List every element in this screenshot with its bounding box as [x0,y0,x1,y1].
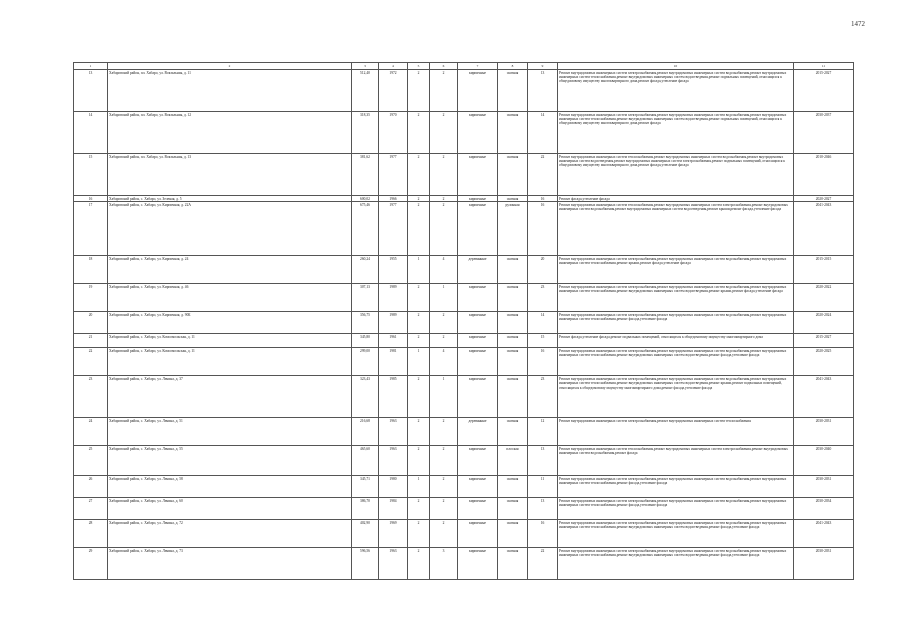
column-5-cell: 2 [408,498,430,520]
row-number-cell: 28 [74,520,108,548]
roof-type-cell: скатная [498,256,528,284]
row-number-cell: 19 [74,284,108,312]
area-cell: 600,02 [352,196,379,202]
table-body [74,70,854,580]
address-cell: Хабаровский район, с. Хабаро, ул. Кирпичная, д. 90Б [108,312,352,334]
address-cell: Хабаровский район, пл. Хабаро, ул. Вокзальная, д. 13 [108,154,352,196]
column-6-cell: 2 [430,312,458,334]
roof-type-cell: скатная [498,112,528,154]
area-cell: 386,70 [352,498,379,520]
repair-period-cell: 2041-2043 [794,202,854,256]
column-number-header: 8 [498,63,528,70]
year-cell: 1963 [379,446,408,476]
address-cell: Хабаровский район, с. Хабаро, ул. Комсомольская, д. 11 [108,348,352,376]
area-cell: 323,43 [352,376,379,418]
repair-period-cell: 2020-2022 [794,284,854,312]
row-number-cell: 17 [74,202,108,256]
roof-type-cell: скатная [498,312,528,334]
roof-type-cell: скатная [498,520,528,548]
wall-material-cell: кирпичные [458,70,498,112]
address-cell: Хабаровский район, с. Хабаро, ул. Ленина, д. 58 [108,476,352,498]
repair-works-cell: Ремонт внутридомовых инженерных систем электроснабжения,ремонт внутридомовых инженерных систем водоснабжения,ремонт внутридомовых инженерных систем теплоснабжения,ремонт внутридомовых инженерных систем водоотведения,ремонт фасада,утепление фасада [558,548,794,580]
roof-type-cell: скатная [498,196,528,202]
column-number-header: 10 [558,63,794,70]
roof-type-cell: скатная [498,284,528,312]
address-cell: Хабаровский район, пл. Хабаро, ул. Вокзальная, д. 12 [108,112,352,154]
table-row [74,418,854,446]
row-number-cell: 21 [74,334,108,348]
wall-material-cell: кирпичные [458,112,498,154]
column-5-cell: 2 [408,112,430,154]
address-cell: Хабаровский район, с. Хабаро, ул. Кирпичная, д. 46 [108,284,352,312]
column-number-header: 7 [458,63,498,70]
repair-period-cell: 2030-2031 [794,548,854,580]
column-number-header: 6 [430,63,458,70]
year-cell: 1969 [379,520,408,548]
repair-period-cell: 2030-2031 [794,418,854,446]
repair-works-cell: Ремонт внутридомовых инженерных систем электроснабжения,ремонт внутридомовых инженерных систем водоснабжения,ремонт внутридомовых инженерных систем теплоснабжения,ремонт фасада,утепление фасада [558,476,794,498]
table-row [74,312,854,334]
roof-type-cell: скатная [498,334,528,348]
repair-works-cell: Ремонт внутридомовых инженерных систем теплоснабжения,ремонт внутридомовых инженерных систем водоснабжения,ремонт внутридомовых инженерных систем водоотведения,ремонт внутридомовых инженерных систем электроснабжения,ремонт подвальных помещений, относящихся к общедомовому имуществу многоквартирного дома,ремонт фасада,утепление фасада [558,154,794,196]
year-cell: 1966 [379,196,408,202]
wall-material-cell: кирпичные [458,548,498,580]
year-cell: 1989 [379,312,408,334]
column-6-cell: 2 [430,202,458,256]
wall-material-cell: кирпичные [458,202,498,256]
repair-period-cell: 2020-2025 [794,348,854,376]
repair-works-cell: Ремонт внутридомовых инженерных систем электроснабжения,ремонт внутридомовых инженерных систем водоснабжения,ремонт внутридомовых инженерных систем теплоснабжения,ремонт крыши,ремонт фасада,утепление фасада [558,256,794,284]
column-9-cell: 16 [528,196,558,202]
column-9-cell: 16 [528,520,558,548]
row-number-cell: 20 [74,312,108,334]
address-cell: Хабаровский район, с. Хабаро, ул. Кирпичная, д. 24 [108,256,352,284]
roof-type-cell: плоская [498,446,528,476]
column-6-cell: 2 [430,334,458,348]
year-cell: 1972 [379,70,408,112]
column-5-cell: 2 [408,284,430,312]
wall-material-cell: кирпичные [458,376,498,418]
repair-works-cell: Ремонт внутридомовых инженерных систем электроснабжения,ремонт внутридомовых инженерных систем водоснабжения,ремонт внутридомовых инженерных систем теплоснабжения,ремонт внутридомовых инженерных систем водоотведения,ремонт фасада,утепление фасада [558,520,794,548]
row-number-cell: 16 [74,196,108,202]
column-9-cell: 15 [528,334,558,348]
area-cell: 381,62 [352,154,379,196]
page-number: 1472 [851,20,865,28]
column-9-cell: 16 [528,348,558,376]
wall-material-cell: кирпичные [458,334,498,348]
wall-material-cell: кирпичные [458,348,498,376]
column-5-cell: 2 [408,520,430,548]
repair-period-cell: 2030-2040 [794,446,854,476]
column-9-cell: 13 [528,498,558,520]
repair-works-cell: Ремонт внутридомовых инженерных систем электроснабжения,ремонт внутридомовых инженерных систем водоснабжения,ремонт внутридомовых инженерных систем теплоснабжения,ремонт внутридомовых инженерных систем водоотведения,ремонт подвальных помещений, относящихся к общедомовому имуществу многоквартирного дома,ремонт фасада [558,112,794,154]
address-cell: Хабаровский район, с. Хабаро, ул. Ленина, д. 37 [108,376,352,418]
column-6-cell: 4 [430,348,458,376]
year-cell: 1980 [379,476,408,498]
repair-period-cell: 2030-2031 [794,476,854,498]
table-row [74,498,854,520]
column-number-header: 9 [528,63,558,70]
table-row [74,334,854,348]
year-cell: 1955 [379,256,408,284]
year-cell: 1970 [379,112,408,154]
column-5-cell: 2 [408,202,430,256]
column-5-cell: 1 [408,348,430,376]
area-cell: 465,60 [352,446,379,476]
repair-works-cell: Ремонт фасада,утепление фасада,ремонт подвальных помещений, относящихся к общедомовому имуществу многоквартирного дома [558,334,794,348]
address-cell: Хабаровский район, с. Хабаро, ул. Ленина, д. 72 [108,520,352,548]
column-6-cell: 2 [430,476,458,498]
column-9-cell: 12 [528,418,558,446]
address-cell: Хабаровский район, с. Хабаро, ул. Ленина, д. 51 [108,418,352,446]
repair-period-cell: 2015-2015 [794,256,854,284]
table-row [74,520,854,548]
row-number-cell: 25 [74,446,108,476]
year-cell: 1963 [379,418,408,446]
column-9-cell: 23 [528,284,558,312]
year-cell: 1963 [379,548,408,580]
column-6-cell: 1 [430,284,458,312]
column-numbers-row [74,63,854,70]
area-cell: 216,68 [352,418,379,446]
table-row [74,154,854,196]
address-cell: Хабаровский район, с. Хабаро, ул. Зеленая, д. 5 [108,196,352,202]
roof-type-cell: скатная [498,476,528,498]
column-5-cell: 2 [408,154,430,196]
roof-type-cell: скатная [498,70,528,112]
roof-type-cell: скатная [498,348,528,376]
column-5-cell: 2 [408,312,430,334]
wall-material-cell: деревянные [458,256,498,284]
column-6-cell: 2 [430,498,458,520]
column-number-header: 5 [408,63,430,70]
table-row [74,548,854,580]
repair-period-cell: 2020-2024 [794,312,854,334]
repair-period-cell: 2041-2043 [794,376,854,418]
address-cell: Хабаровский район, с. Хабаро, ул. Комсомольская, д. 11 [108,334,352,348]
column-5-cell: 2 [408,196,430,202]
roof-type-cell: скатная [498,498,528,520]
address-cell: Хабаровский район, с. Хабаро, ул. Ленина, д. 55 [108,446,352,476]
column-number-header: 1 [74,63,108,70]
area-cell: 512,40 [352,70,379,112]
row-number-cell: 26 [74,476,108,498]
repair-period-cell: 2030-2037 [794,112,854,154]
column-number-header: 2 [108,63,352,70]
repair-works-cell: Ремонт внутридомовых инженерных систем электроснабжения,ремонт внутридомовых инженерных систем водоснабжения,ремонт внутридомовых инженерных систем теплоснабжения,ремонт фасада,утепление фасада [558,312,794,334]
table-row [74,376,854,418]
wall-material-cell: кирпичные [458,520,498,548]
column-5-cell: 1 [408,256,430,284]
repair-works-cell: Ремонт внутридомовых инженерных систем электроснабжения,ремонт внутридомовых инженерных систем теплоснабжения [558,418,794,446]
repair-period-cell: 2015-2027 [794,334,854,348]
table-row [74,446,854,476]
column-6-cell: 1 [430,376,458,418]
year-cell: 1985 [379,376,408,418]
address-cell: Хабаровский район, пл. Хабаро, ул. Вокзальная, д. 11 [108,70,352,112]
repair-period-cell: 2020-2027 [794,196,854,202]
repair-period-cell: 2030-2034 [794,498,854,520]
column-5-cell: 2 [408,418,430,446]
column-5-cell: 2 [408,376,430,418]
repair-works-cell: Ремонт внутридомовых инженерных систем электроснабжения,ремонт внутридомовых инженерных систем водоснабжения,ремонт внутридомовых инженерных систем теплоснабжения,ремонт внутридомовых инженерных систем водоотведения,ремонт крыши,ремонт фасада,утепление фасада [558,284,794,312]
wall-material-cell: кирпичные [458,498,498,520]
wall-material-cell: кирпичные [458,196,498,202]
repair-works-cell: Ремонт внутридомовых инженерных систем теплоснабжения,ремонт внутридомовых инженерных систем электроснабжения,ремонт внутридомовых инженерных систем водоснабжения,ремонт фасада [558,446,794,476]
column-5-cell: 2 [408,446,430,476]
area-cell: 345,80 [352,334,379,348]
column-number-header: 11 [794,63,854,70]
column-6-cell: 2 [430,112,458,154]
wall-material-cell: кирпичные [458,284,498,312]
area-cell: 596,56 [352,548,379,580]
roof-type-cell: скатная [498,418,528,446]
area-cell: 318,35 [352,112,379,154]
column-9-cell: 22 [528,548,558,580]
row-number-cell: 23 [74,376,108,418]
column-6-cell: 4 [430,256,458,284]
column-6-cell: 3 [430,548,458,580]
column-6-cell: 2 [430,70,458,112]
repair-works-cell: Ремонт внутридомовых инженерных систем электроснабжения,ремонт внутридомовых инженерных систем водоснабжения,ремонт внутридомовых инженерных систем теплоснабжения,ремонт внутридомовых инженерных систем водоотведения,ремонт крыши,ремонт подвальных помещений, относящихся к общедомовому имуществу многоквартирного дома,ремонт фасада,утепление фасада [558,376,794,418]
column-9-cell: 14 [528,312,558,334]
roof-type-cell: скатная [498,548,528,580]
wall-material-cell: кирпичные [458,312,498,334]
repair-period-cell: 2041-2043 [794,520,854,548]
column-9-cell: 22 [528,154,558,196]
row-number-cell: 15 [74,154,108,196]
repair-works-cell: Ремонт внутридомовых инженерных систем электроснабжения,ремонт внутридомовых инженерных систем водоснабжения,ремонт внутридомовых инженерных систем теплоснабжения,ремонт внутридомовых инженерных систем водоотведения,ремонт фасада,утепление фасада [558,348,794,376]
area-cell: 345,71 [352,476,379,498]
row-number-cell: 24 [74,418,108,446]
area-cell: 402,90 [352,520,379,548]
area-cell: 299,00 [352,348,379,376]
column-9-cell: 11 [528,476,558,498]
column-6-cell: 2 [430,446,458,476]
table-row [74,476,854,498]
column-6-cell: 2 [430,154,458,196]
repair-period-cell: 2010-2046 [794,154,854,196]
column-5-cell: 2 [408,334,430,348]
area-cell: 307,13 [352,284,379,312]
table-row [74,256,854,284]
column-6-cell: 2 [430,196,458,202]
column-9-cell: 13 [528,446,558,476]
wall-material-cell: деревянные [458,418,498,446]
roof-type-cell: скатная [498,154,528,196]
column-9-cell: 14 [528,112,558,154]
area-cell: 356,75 [352,312,379,334]
column-number-header: 3 [352,63,379,70]
repair-works-cell: Ремонт фасада,утепление фасада [558,196,794,202]
area-cell: 260,24 [352,256,379,284]
column-5-cell: 2 [408,70,430,112]
table-row [74,348,854,376]
year-cell: 1961 [379,334,408,348]
address-cell: Хабаровский район, с. Хабаро, ул. Ленина, д. 73 [108,548,352,580]
column-5-cell: 2 [408,548,430,580]
repair-works-cell: Ремонт внутридомовых инженерных систем электроснабжения,ремонт внутридомовых инженерных систем водоснабжения,ремонт внутридомовых инженерных систем теплоснабжения,ремонт фасада,утепление фасада [558,498,794,520]
row-number-cell: 22 [74,348,108,376]
column-9-cell: 23 [528,376,558,418]
repair-period-cell: 2015-2027 [794,70,854,112]
repair-works-cell: Ремонт внутридомовых инженерных систем электроснабжения,ремонт внутридомовых инженерных систем водоснабжения,ремонт внутридомовых инженерных систем теплоснабжения,ремонт внутридомовых инженерных систем водоотведения,ремонт подвальных помещений, относящихся к общедомовому имуществу многоквартирного дома,ремонт фасада,утепление фасада [558,70,794,112]
row-number-cell: 29 [74,548,108,580]
wall-material-cell: кирпичные [458,154,498,196]
table-row [74,284,854,312]
column-5-cell: 1 [408,476,430,498]
address-cell: Хабаровский район, с. Хабаро, ул. Ленина, д. 60 [108,498,352,520]
row-number-cell: 27 [74,498,108,520]
year-cell: 1989 [379,284,408,312]
roof-type-cell: скатная [498,376,528,418]
row-number-cell: 18 [74,256,108,284]
roof-type-cell: рулонная [498,202,528,256]
row-number-cell: 14 [74,112,108,154]
wall-material-cell: кирпичные [458,446,498,476]
column-6-cell: 2 [430,418,458,446]
column-6-cell: 2 [430,520,458,548]
year-cell: 1977 [379,154,408,196]
address-cell: Хабаровский район, с. Хабаро, ул. Кирпичная, д. 22А [108,202,352,256]
row-number-cell: 13 [74,70,108,112]
year-cell: 1981 [379,348,408,376]
column-9-cell: 16 [528,202,558,256]
wall-material-cell: кирпичные [458,476,498,498]
column-9-cell: 20 [528,256,558,284]
year-cell: 1977 [379,202,408,256]
table-row [74,112,854,154]
column-9-cell: 13 [528,70,558,112]
year-cell: 1984 [379,498,408,520]
housing-register-table [73,62,854,580]
table-row [74,202,854,256]
column-number-header: 4 [379,63,408,70]
table-row [74,70,854,112]
repair-works-cell: Ремонт внутридомовых инженерных систем теплоснабжения,ремонт внутридомовых инженерных систем электроснабжения,ремонт внутридомовых инженерных систем водоснабжения,ремонт внутридомовых инженерных систем водоотведения,ремонт крыши,ремонт фасада,утепление фасада [558,202,794,256]
area-cell: 675,46 [352,202,379,256]
